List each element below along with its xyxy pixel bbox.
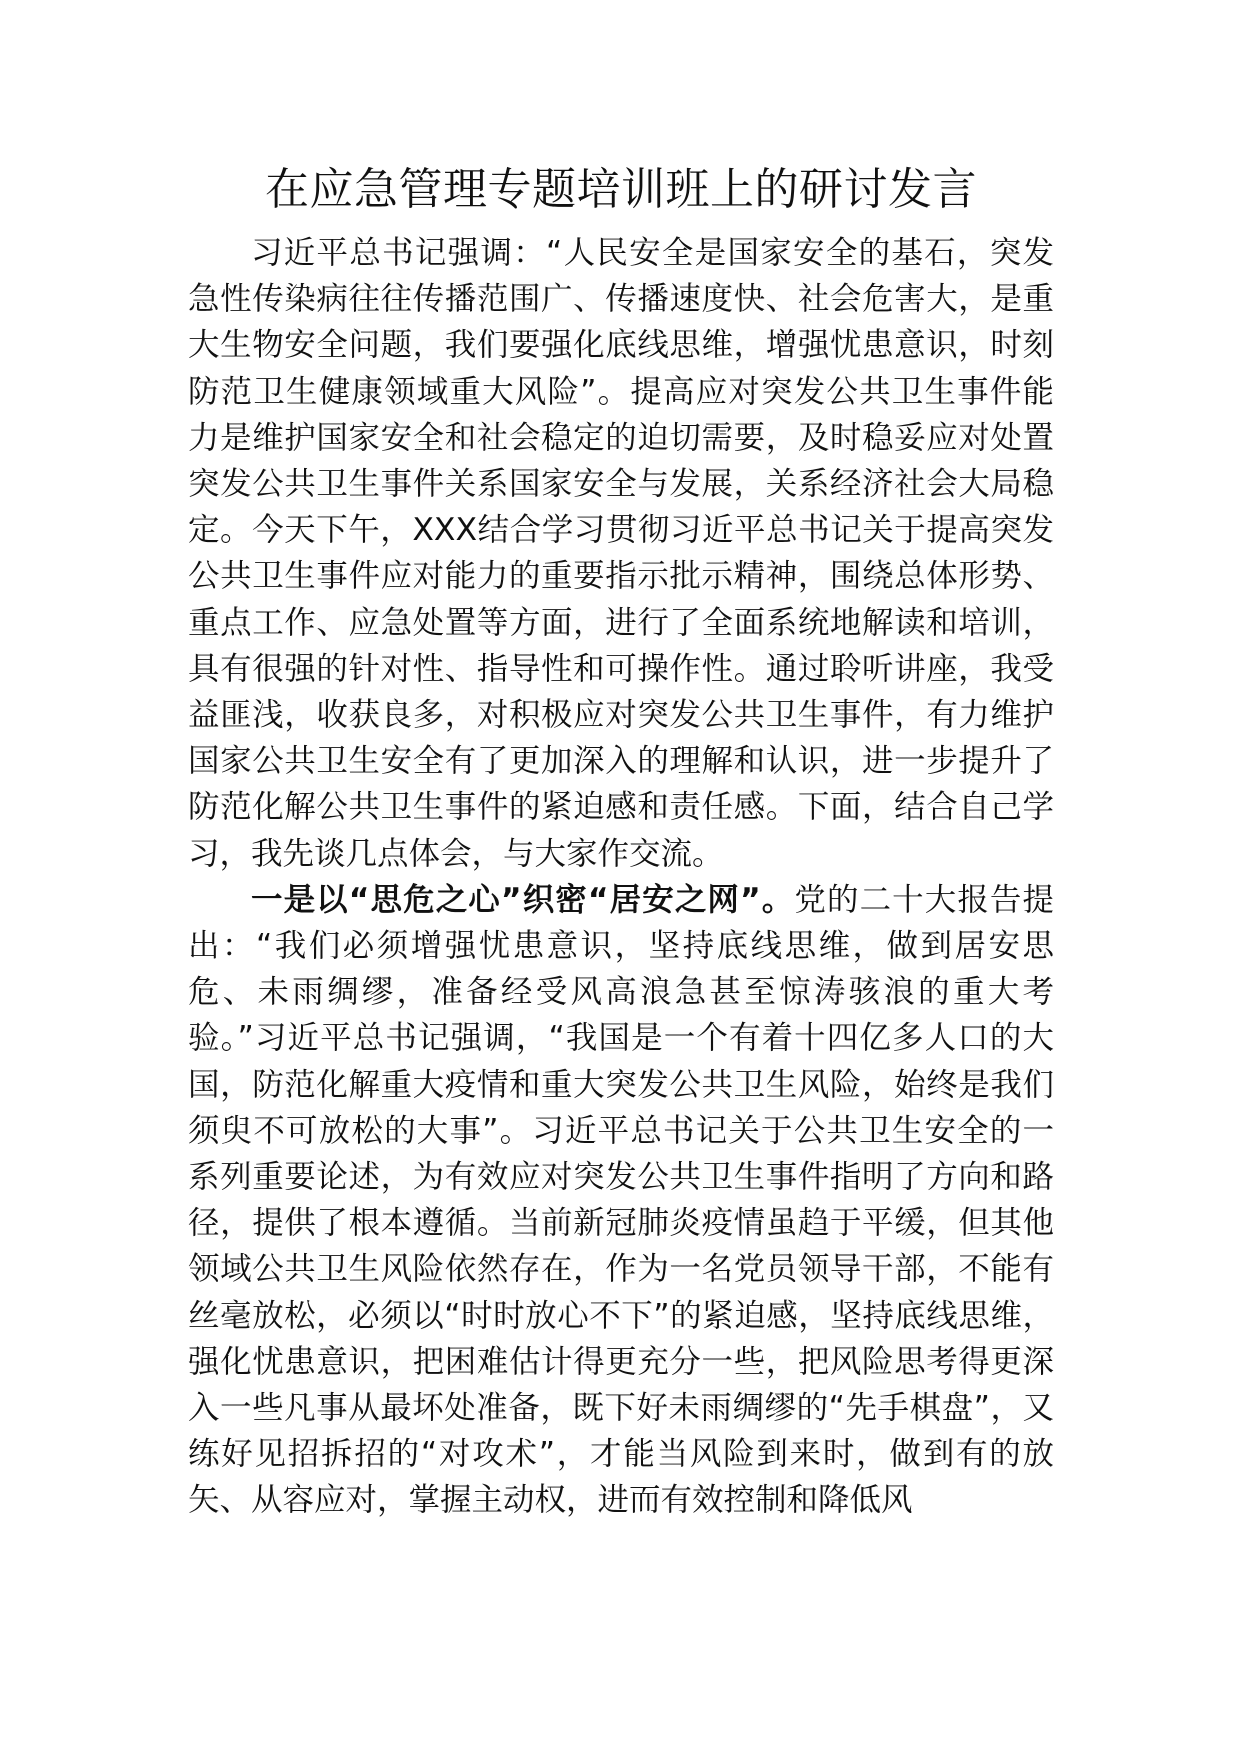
document-title: 在应急管理专题培训班上的研讨发言 xyxy=(265,164,977,215)
paragraph-point-one xyxy=(188,877,1054,1524)
document-page xyxy=(188,160,1054,1524)
paragraph-intro-text: 习近平总书记强调：“人民安全是国家安全的基石，突发急性传染病往往传播范围广、传播速度快、社会危害大，是重大生物安全问题，我们要强化底线思维，增强忧患意识，时刻防范卫生健康领域重大风险”。提高应对突发公共卫生事件能力是维护国家安全和社会稳定的迫切需要，及时稳妥应对处置突发公共卫生事件关系国家安全与发展，关系经济社会大局稳定。今天下午，XXX结合学习贯彻习近平总书记关于提高突发公共卫生事件应对能力的重要指示批示精神，围绕总体形势、重点工作、应急处置等方面，进行了全面系统地解读和培训，具有很强的针对性、指导性和可操作性。通过聆听讲座，我受益匪浅，收获良多，对积极应对突发公共卫生事件，有力维护国家公共卫生安全有了更加深入的理解和认识，进一步提升了防范化解公共卫生事件的紧迫感和责任感。下面，结合自己学习，我先谈几点体会，与大家作交流。 xyxy=(188,235,1054,872)
paragraph-point-one-text: 党的二十大报告提出：“我们必须增强忧患意识，坚持底线思维，做到居安思危、未雨绸缪，准备经受风高浪急甚至惊涛骇浪的重大考验。”习近平总书记强调，“我国是一个有着十四亿多人口的大国，防范化解重大疫情和重大突发公共卫生风险，始终是我们须臾不可放松的大事”。习近平总书记关于公共卫生安全的一系列重要论述，为有效应对突发公共卫生事件指明了方向和路径，提供了根本遵循。当前新冠肺炎疫情虽趋于平缓，但其他领域公共卫生风险依然存在，作为一名党员领导干部，不能有丝毫放松，必须以“时时放心不下”的紧迫感，坚持底线思维，强化忧患意识，把困难估计得更充分一些，把风险思考得更深入一些凡事从最坏处准备，既下好未雨绸缪的“先手棋盘”，又练好见招拆招的“对攻术”，才能当风险到来时，做到有的放矢、从容应对，掌握主动权，进而有效控制和降低风 xyxy=(188,881,1054,1519)
paragraph-intro xyxy=(188,230,1054,877)
paragraph-point-one-heading: 一是以“思危之心”织密“居安之网”。 xyxy=(251,881,795,918)
